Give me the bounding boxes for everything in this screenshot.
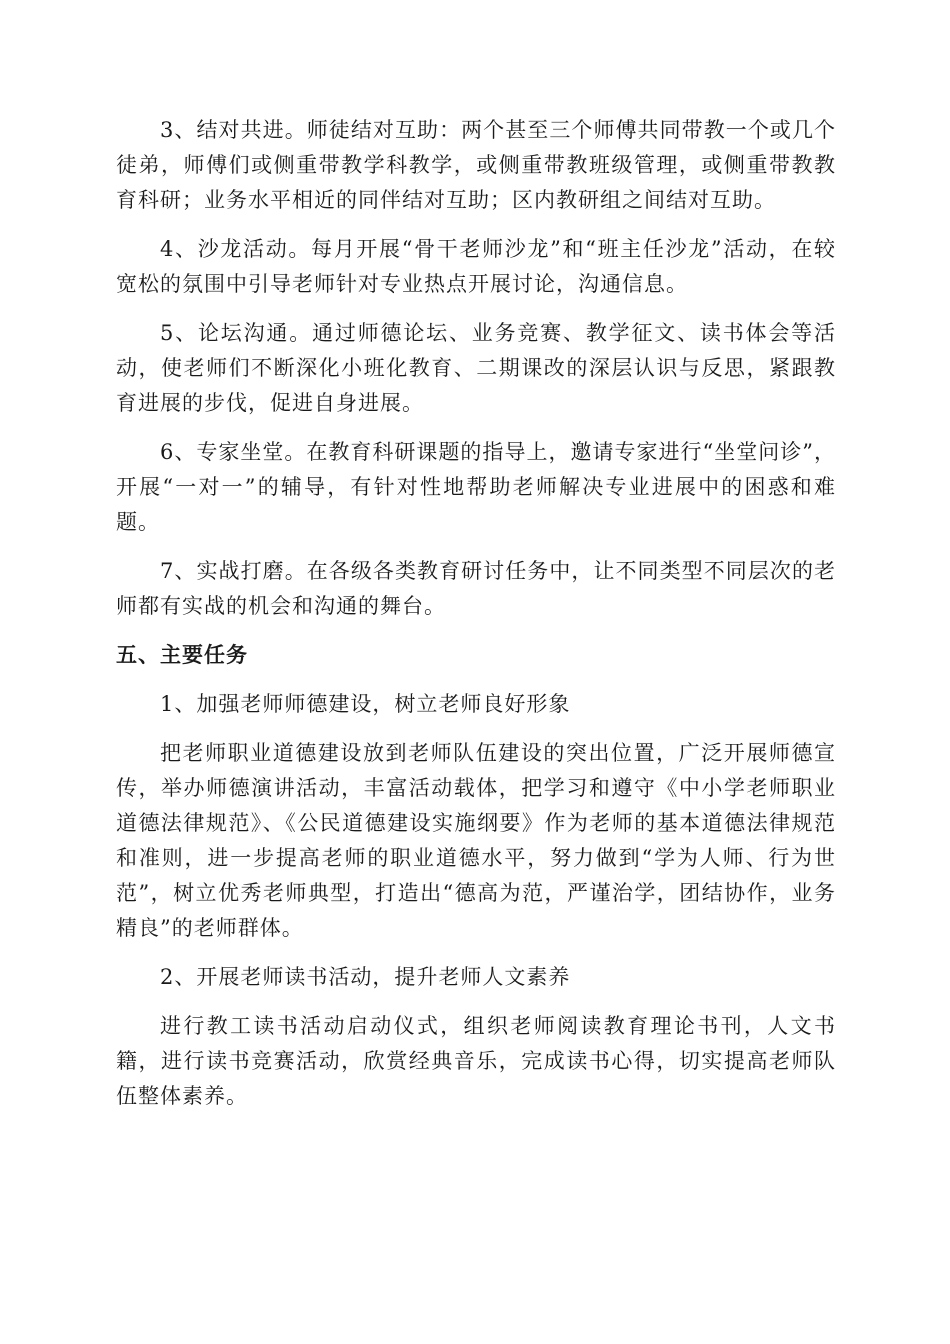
paragraph-salon: 4、沙龙活动。每月开展“骨干老师沙龙”和“班主任沙龙”活动，在较宽松的氛围中引导老师针对专业热点开展讨论，沟通信息。 bbox=[116, 237, 836, 296]
task2-title: 2、开展老师读书活动，提升老师人文素养 bbox=[160, 965, 571, 989]
task2-body: 进行教工读书活动启动仪式，组织老师阅读教育理论书刊，人文书籍，进行读书竞赛活动，欣赏经典音乐，完成读书心得，切实提高老师队伍整体素养。 bbox=[116, 1014, 836, 1108]
task1-title: 1、加强老师师德建设，树立老师良好形象 bbox=[160, 692, 571, 716]
task1-body: 把老师职业道德建设放到老师队伍建设的突出位置，广泛开展师德宣传，举办师德演讲活动，丰富活动载体，把学习和遵守《中小学老师职业道德法律规范》、《公民道德建设实施纲要》作为老师的基本道德法律规范和准则，进一步提高老师的职业道德水平，努力做到“学为人师、行为世范”，树立优秀老师典型，打造出“德高为范，严谨治学，团结协作，业务精良”的老师群体。 bbox=[116, 741, 836, 940]
section-heading: 五、主要任务 bbox=[116, 643, 248, 667]
paragraph-expert: 6、专家坐堂。在教育科研课题的指导上，邀请专家进行“坐堂问诊”，开展“一对一”的辅导，有针对性地帮助老师解决专业进展中的困惑和难题。 bbox=[116, 440, 836, 534]
paragraph-forum: 5、论坛沟通。通过师德论坛、业务竞赛、教学征文、读书体会等活动，使老师们不断深化小班化教育、二期课改的深层认识与反思，紧跟教育进展的步伐，促进自身进展。 bbox=[116, 321, 836, 415]
paragraph-practice: 7、实战打磨。在各级各类教育研讨任务中，让不同类型不同层次的老师都有实战的机会和沟通的舞台。 bbox=[116, 559, 836, 618]
document-page bbox=[116, 113, 836, 1128]
paragraph-pairing: 3、结对共进。师徒结对互助：两个甚至三个师傅共同带教一个或几个徒弟，师傅们或侧重带教学科教学，或侧重带教班级管理，或侧重带教教育科研；业务水平相近的同伴结对互助；区内教研组之间结对互助。 bbox=[116, 118, 836, 212]
